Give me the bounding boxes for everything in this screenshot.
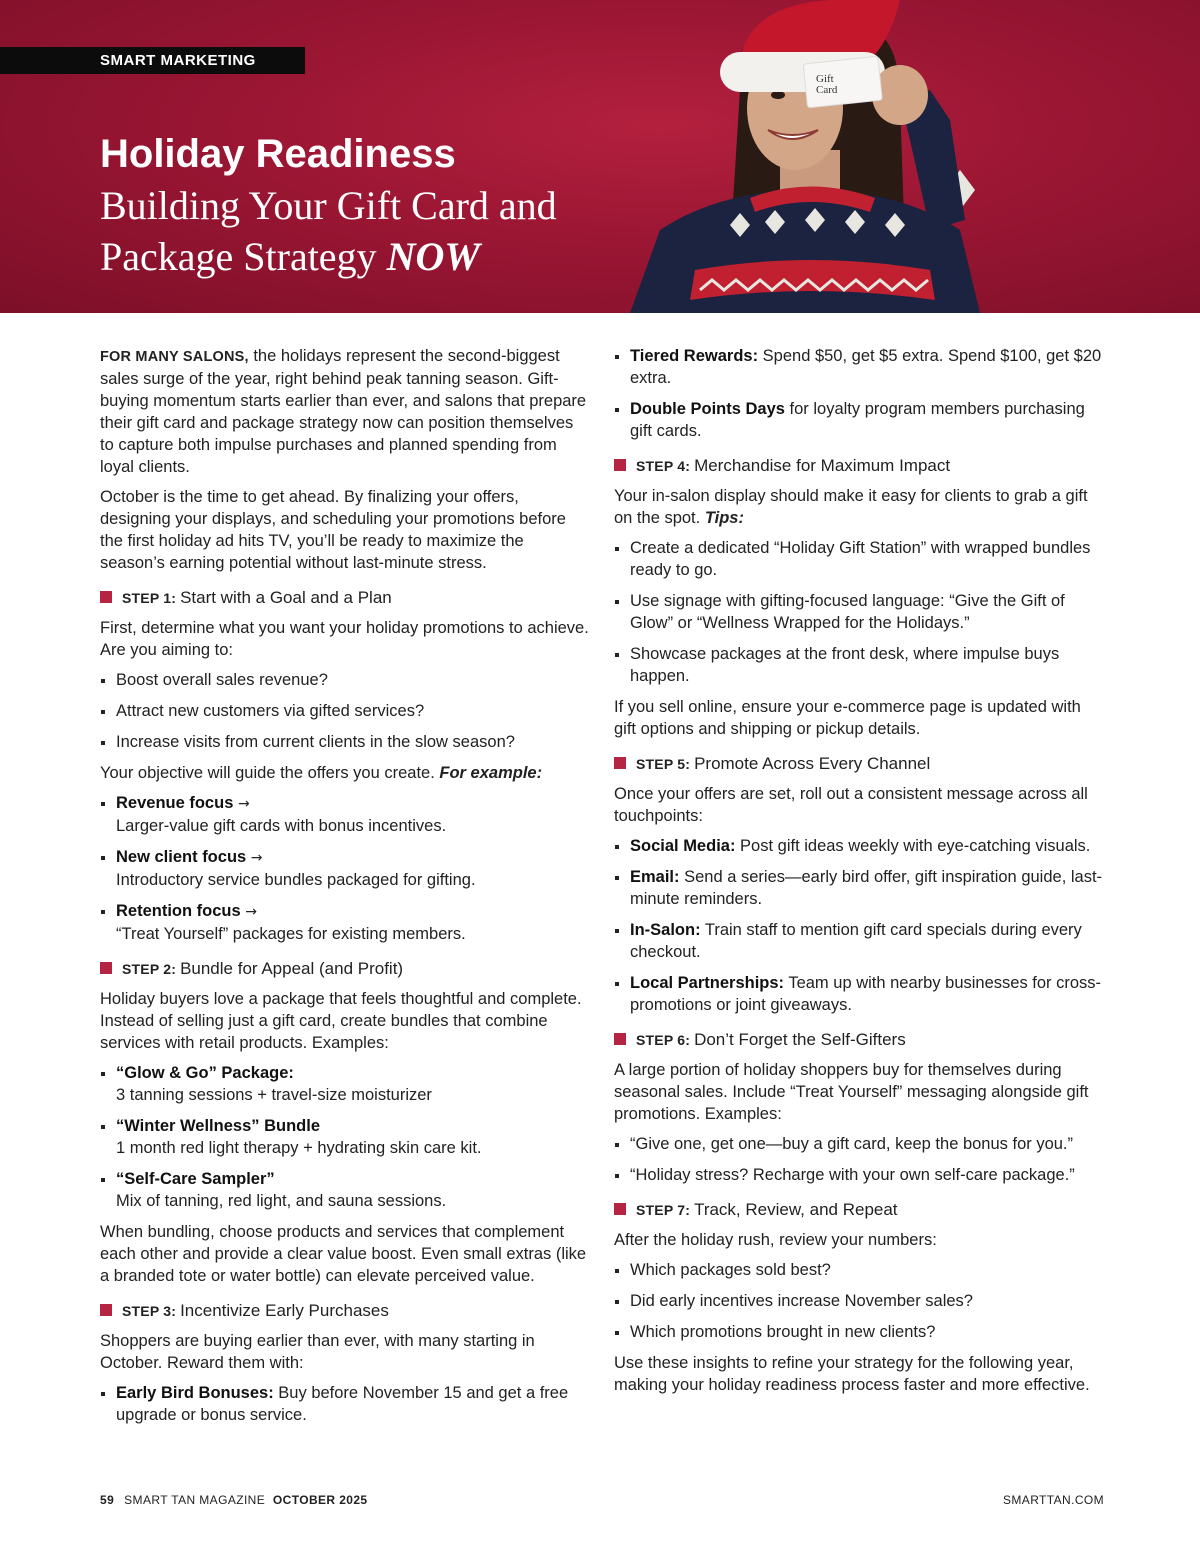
list-item: Create a dedicated “Holiday Gift Station” with wrapped bundles ready to go. [614, 537, 1104, 581]
channel-text: Post gift ideas weekly with eye-catching visuals. [735, 837, 1091, 855]
step-1-intro: First, determine what you want your holiday promotions to achieve. Are you aiming to: [100, 619, 589, 659]
reward-label: Double Points Days [630, 400, 785, 418]
page-footer [100, 1493, 368, 1507]
step-number: STEP 3: [122, 1303, 177, 1319]
red-square-icon [614, 1203, 626, 1215]
bundle-detail: Mix of tanning, red light, and sauna sessions. [116, 1192, 447, 1210]
list-item: Which packages sold best? [614, 1259, 1104, 1281]
issue-date: OCTOBER 2025 [272, 1493, 368, 1507]
guide-text: Your objective will guide the offers you create. [100, 764, 440, 782]
reward-label: Tiered Rewards: [630, 347, 759, 365]
bundle-name: “Self-Care Sampler” [116, 1170, 275, 1188]
intro-paragraph [100, 345, 590, 478]
step-1-questions [100, 669, 590, 753]
bundle-detail: 3 tanning sessions + travel-size moisturizer [116, 1086, 432, 1104]
red-square-icon [614, 459, 626, 471]
red-square-icon [100, 591, 112, 603]
step-5-intro: Once your offers are set, roll out a consistent message across all touchpoints: [614, 785, 1088, 825]
step-title: Bundle for Appeal (and Profit) [180, 959, 404, 978]
subtitle-text: Building Your Gift Card and Package Strategy [100, 183, 557, 279]
list-item: Showcase packages at the front desk, where impulse buys happen. [614, 643, 1104, 687]
gift-card-line1: Gift [816, 73, 834, 85]
guide-emphasis: For example: [439, 764, 543, 782]
list-item: Increase visits from current clients in the slow season? [100, 731, 590, 753]
bundle-detail: 1 month red light therapy + hydrating skin care kit. [116, 1139, 482, 1157]
step-7-questions [614, 1259, 1104, 1343]
step-4-heading [614, 455, 1104, 477]
step-2-intro: Holiday buyers love a package that feels thoughtful and complete. Instead of selling just a gift card, create bundles that combine services with retail products. Examples: [100, 990, 582, 1052]
step-number: STEP 7: [636, 1202, 691, 1218]
gift-card-line2: Card [816, 84, 838, 96]
intro-emphasis: Tips: [704, 509, 744, 527]
list-item [100, 1382, 590, 1426]
list-item [100, 1168, 590, 1212]
step-6-heading [614, 1029, 1104, 1051]
step-title: Don’t Forget the Self-Gifters [694, 1030, 906, 1049]
arrow-right-icon: → [245, 904, 257, 920]
list-item: Which promotions brought in new clients? [614, 1321, 1104, 1343]
left-column [100, 345, 590, 1435]
intro-lead-caps: FOR MANY SALONS, [100, 349, 249, 365]
section-tag: SMART MARKETING [0, 47, 305, 74]
step-4-tips [614, 537, 1104, 687]
step-7-heading [614, 1199, 1104, 1221]
list-item [100, 900, 590, 945]
list-item: “Give one, get one—buy a gift card, keep the bonus for you.” [614, 1133, 1104, 1155]
focus-label: New client focus [116, 848, 247, 866]
focus-label: Retention focus [116, 902, 241, 920]
bundle-name: “Glow & Go” Package: [116, 1064, 294, 1082]
red-square-icon [100, 962, 112, 974]
reward-text: for loyalty program members purchasing gift cards. [630, 400, 1085, 440]
step-number: STEP 6: [636, 1032, 691, 1048]
focus-detail: Introductory service bundles packaged for gifting. [116, 871, 476, 889]
subtitle-emphasis: NOW [386, 234, 480, 279]
step-number: STEP 1: [122, 590, 177, 606]
step-number: STEP 2: [122, 961, 177, 977]
channel-label: Local Partnerships: [630, 974, 785, 992]
bundle-name: “Winter Wellness” Bundle [116, 1117, 320, 1135]
intro-lead-text: the holidays represent the second-biggest sales surge of the year, right behind peak tanning season. Gift-buying momentum starts earlier than ever, and salons that prepare their gift card and package strategy now can position themselves to capture both impulse purchases and planned spending from loyal clients. [100, 347, 587, 476]
step-title: Start with a Goal and a Plan [180, 588, 392, 607]
step-title: Promote Across Every Channel [694, 754, 931, 773]
step-7-intro: After the holiday rush, review your numbers: [614, 1231, 937, 1249]
intro-text: Your in-salon display should make it easy for clients to grab a gift on the spot. [614, 487, 1088, 527]
channel-label: In-Salon: [630, 921, 701, 939]
step-number: STEP 4: [636, 458, 691, 474]
intro-paragraph-2: October is the time to get ahead. By finalizing your offers, designing your displays, and scheduling your promotions before the first holiday ad hits TV, you’ll be ready to maximize the season’s earning potential without last-minute stress. [100, 488, 566, 572]
step-2-closing: When bundling, choose products and services that complement each other and provide a clear value boost. Even small extras (like a branded tote or water bottle) can elevate perceived value. [100, 1223, 587, 1285]
step-3-intro: Shoppers are buying earlier than ever, with many starting in October. Reward them with: [100, 1332, 535, 1372]
arrow-right-icon: → [250, 850, 263, 866]
hero-photo-woman-with-gift-card [600, 0, 1200, 313]
step-5-heading [614, 753, 1104, 775]
channel-text: Send a series—early bird offer, gift inspiration guide, last-minute reminders. [630, 868, 1103, 908]
hero-banner [0, 0, 1200, 313]
list-item: Boost overall sales revenue? [100, 669, 590, 691]
step-title: Track, Review, and Repeat [694, 1200, 898, 1219]
step-7-closing: Use these insights to refine your strategy for the following year, making your holiday readiness process faster and more effective. [614, 1354, 1090, 1394]
list-item [100, 1062, 590, 1106]
list-item [614, 398, 1104, 442]
step-5-channels [614, 835, 1104, 1016]
list-item: Did early incentives increase November sales? [614, 1290, 1104, 1312]
focus-detail: “Treat Yourself” packages for existing members. [116, 925, 466, 943]
list-item: Use signage with gifting-focused language: “Give the Gift of Glow” or “Wellness Wrapped for the Holidays.” [614, 590, 1104, 634]
channel-label: Social Media: [630, 837, 736, 855]
channel-text: Train staff to mention gift card specials during every checkout. [630, 921, 1082, 961]
step-2-bundles [100, 1062, 590, 1212]
step-6-examples [614, 1133, 1104, 1186]
step-3-rewards-part2 [614, 345, 1104, 442]
reward-label: Early Bird Bonuses: [116, 1384, 274, 1402]
list-item [100, 1115, 590, 1159]
step-1-focus-list [100, 792, 590, 945]
arrow-right-icon: → [237, 796, 250, 812]
step-title: Incentivize Early Purchases [180, 1301, 389, 1320]
step-number: STEP 5: [636, 756, 691, 772]
step-6-intro: A large portion of holiday shoppers buy for themselves during seasonal sales. Include “Treat Yourself” messaging alongside gift promotions. Examples: [614, 1061, 1089, 1123]
red-square-icon [614, 757, 626, 769]
article-title: Holiday Readiness [100, 132, 456, 176]
step-4-closing: If you sell online, ensure your e-commerce page is updated with gift options and shipping or pickup details. [614, 698, 1081, 738]
list-item [614, 972, 1104, 1016]
right-column [614, 345, 1104, 1404]
step-3-heading [100, 1300, 590, 1322]
reward-text: Spend $50, get $5 extra. Spend $100, get $20 extra. [630, 347, 1102, 387]
step-2-heading [100, 958, 590, 980]
red-square-icon [614, 1033, 626, 1045]
list-item: Attract new customers via gifted services? [100, 700, 590, 722]
focus-detail: Larger-value gift cards with bonus incentives. [116, 817, 447, 835]
list-item [614, 866, 1104, 910]
list-item: “Holiday stress? Recharge with your own self-care package.” [614, 1164, 1104, 1186]
channel-text: Team up with nearby businesses for cross-promotions or joint giveaways. [630, 974, 1102, 1014]
magazine-name: SMART TAN MAGAZINE [124, 1493, 266, 1507]
list-item [100, 846, 590, 891]
focus-label: Revenue focus [116, 794, 234, 812]
step-1-heading [100, 587, 590, 609]
list-item [614, 345, 1104, 389]
reward-text: Buy before November 15 and get a free upgrade or bonus service. [116, 1384, 569, 1424]
page-number: 59 [100, 1493, 115, 1507]
step-4-intro [614, 485, 1104, 529]
list-item [614, 835, 1104, 857]
website-url: SMARTTAN.COM [1003, 1493, 1105, 1507]
list-item [100, 792, 590, 837]
list-item [614, 919, 1104, 963]
step-title: Merchandise for Maximum Impact [694, 456, 951, 475]
channel-label: Email: [630, 868, 680, 886]
article-subtitle [100, 180, 660, 282]
step-3-rewards-part1 [100, 1382, 590, 1426]
step-1-guide [100, 762, 590, 784]
red-square-icon [100, 1304, 112, 1316]
